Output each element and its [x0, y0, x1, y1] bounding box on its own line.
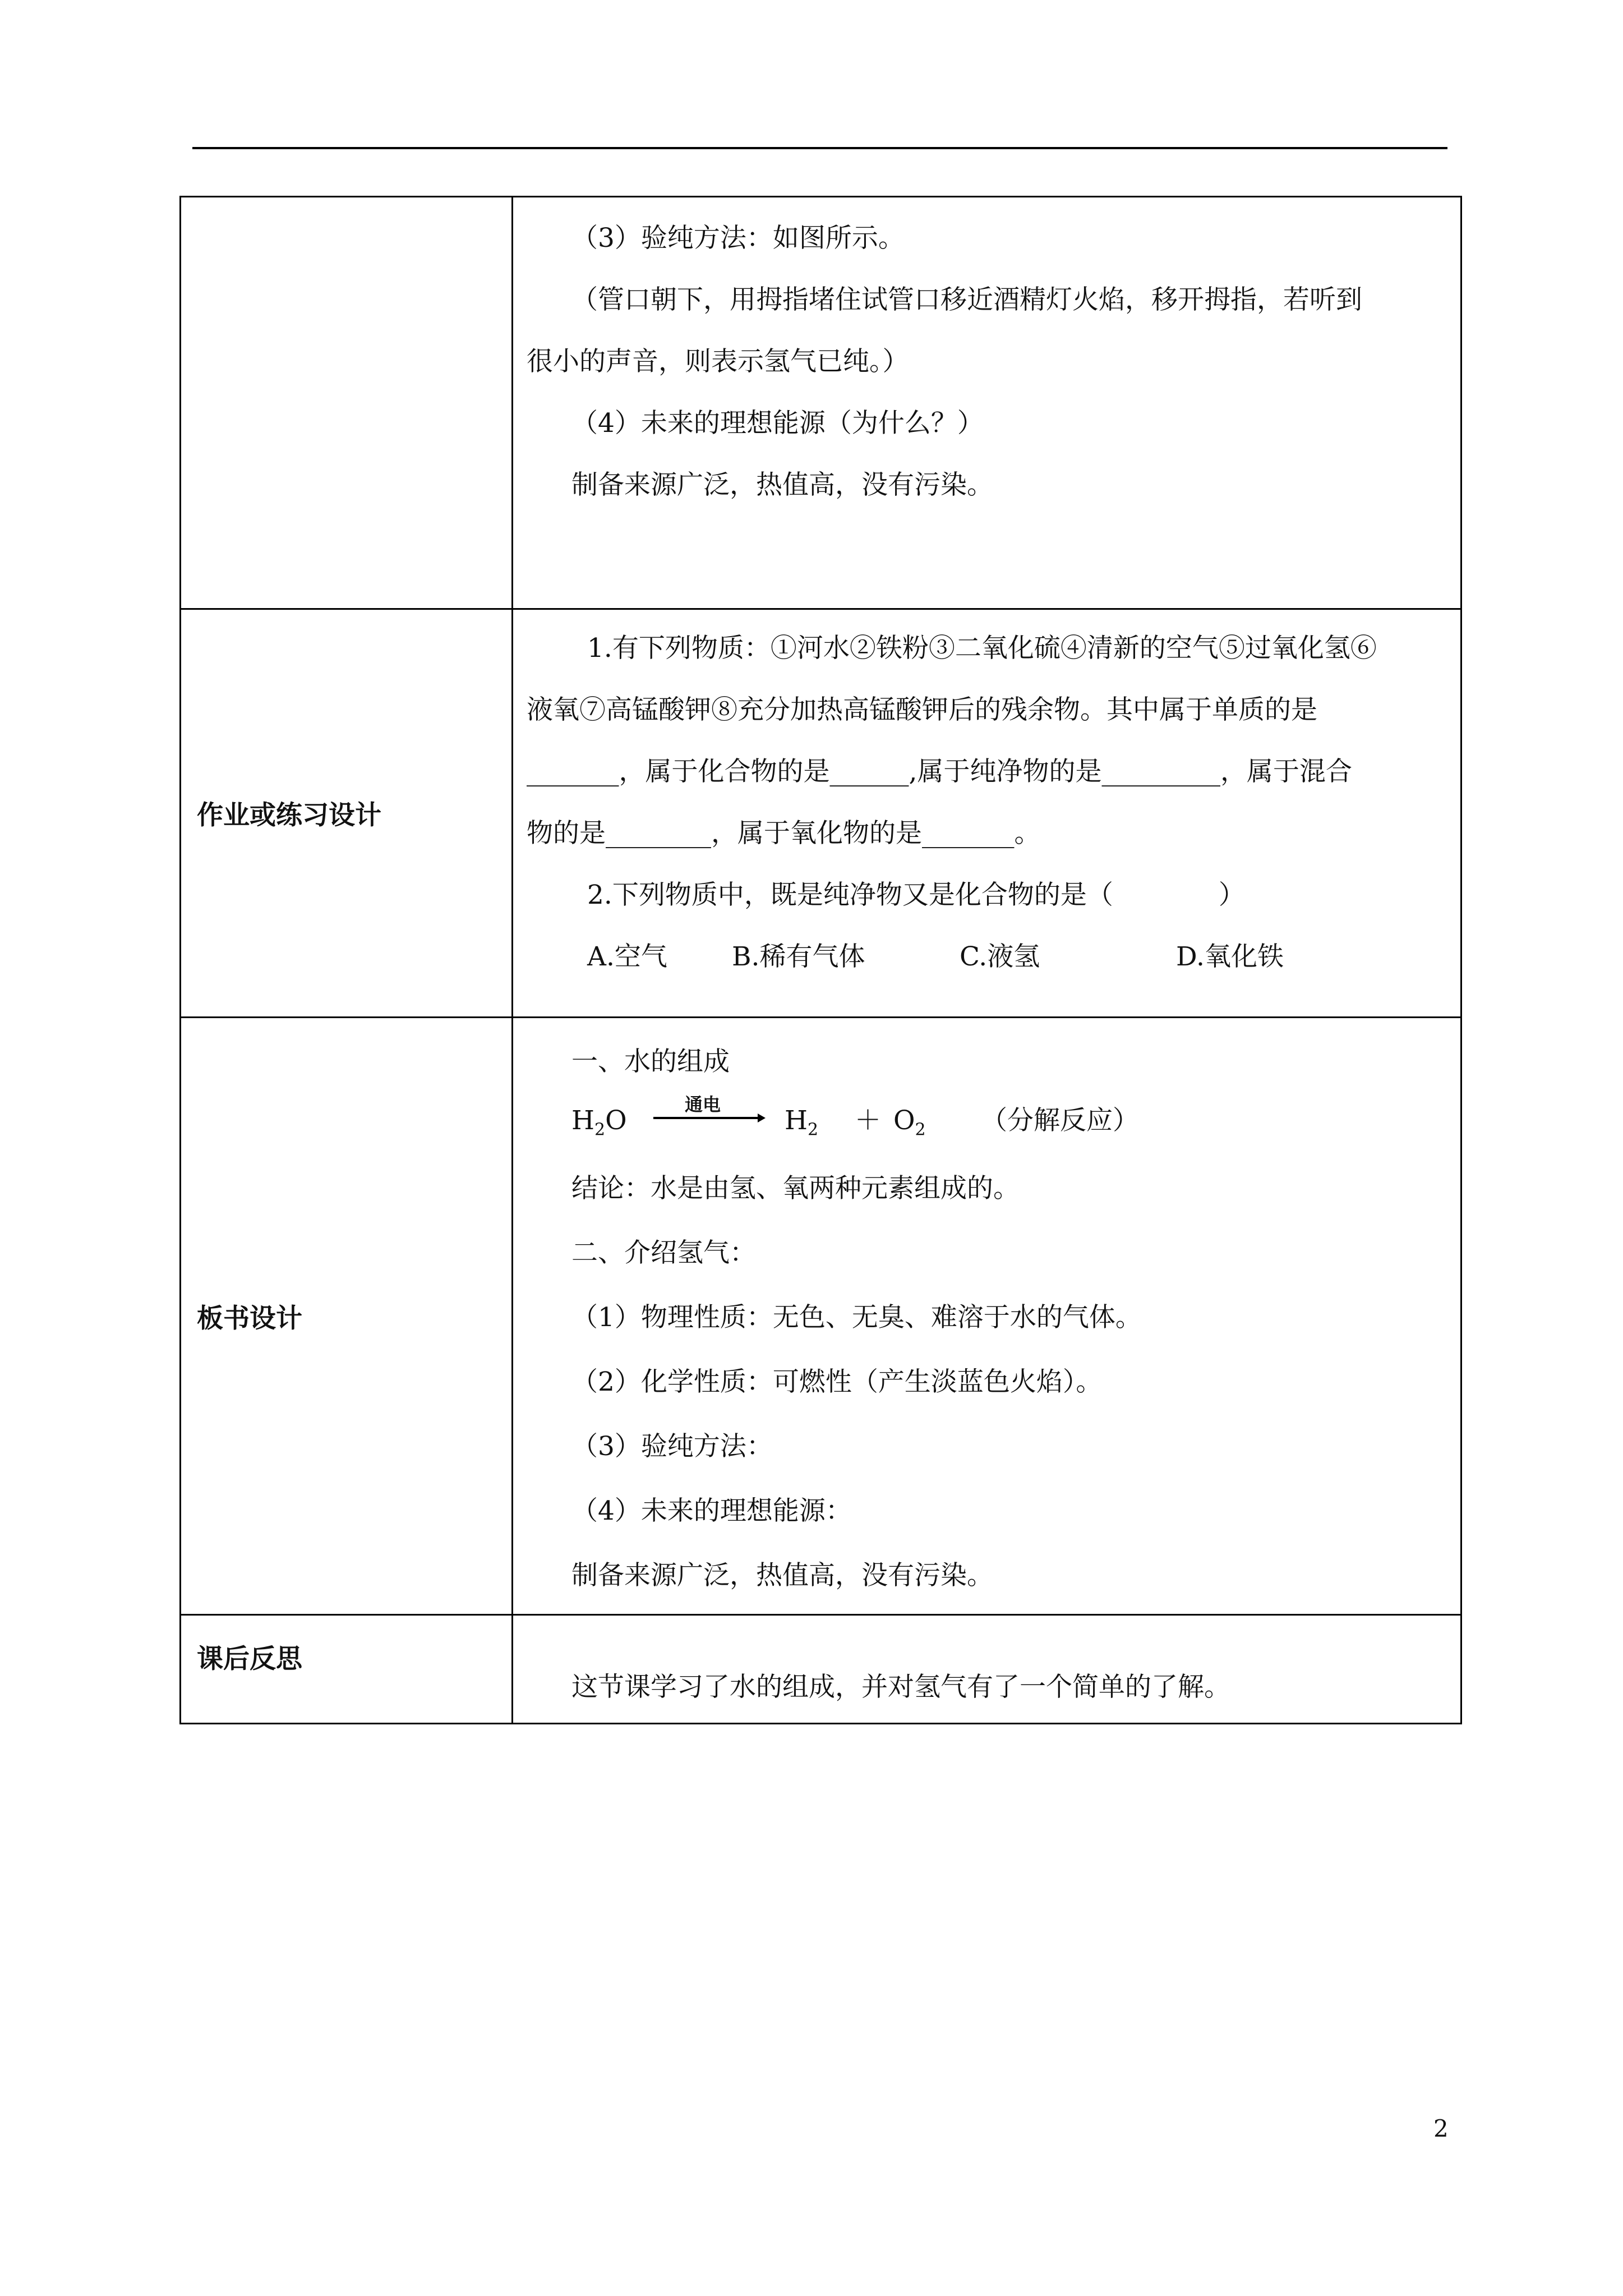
product-hydrogen: $H_2$ [785, 1105, 819, 1140]
choice-c: C.液氢 [960, 941, 1040, 972]
hydrogen-ideal-energy: （4）未来的理想能源： [571, 1496, 852, 1526]
table-row [181, 1018, 1461, 1615]
question1-line4: 物的是________，属于氧化物的是_______。 [527, 818, 1041, 849]
conclusion: 结论：水是由氢、氧两种元素组成的。 [571, 1173, 1020, 1204]
hydrogen-chemical-properties: （2）化学性质：可燃性（产生淡蓝色火焰）。 [571, 1366, 1103, 1397]
hydrogen-verify-method: （3）验纯方法： [571, 1431, 773, 1462]
ideal-energy-heading: （4）未来的理想能源（为什么？） [571, 408, 984, 439]
row3-content [513, 1018, 1461, 1615]
board-heading-water-composition: 一、水的组成 [571, 1046, 730, 1077]
row1-content [513, 197, 1461, 609]
board-heading-hydrogen: 二、介绍氢气： [571, 1237, 756, 1268]
plus-sign: ＋ [855, 1105, 881, 1136]
reactant-water: $H_2O$ [571, 1105, 627, 1140]
choice-a: A.空气 [587, 941, 667, 972]
verify-method-heading: （3）验纯方法：如图所示。 [571, 223, 905, 254]
question1-line3: _______，属于化合物的是______,属于纯净物的是_________，属于混合 [527, 756, 1352, 787]
question2-choices [527, 926, 1447, 988]
table-row [181, 197, 1461, 609]
question1-line2: 液氧⑦高锰酸钾⑧充分加热高锰酸钾后的残余物。其中属于单质的是 [527, 694, 1317, 725]
row-label-board-design: 板书设计 [181, 1018, 513, 1615]
choice-b: B.稀有气体 [732, 941, 865, 972]
reaction-type-note: （分解反应） [981, 1105, 1139, 1136]
row4-content [513, 1615, 1461, 1724]
verify-method-desc-line1: （管口朝下，用拇指堵住试管口移近酒精灯火焰，移开拇指，若听到 [571, 284, 1362, 315]
question1-line1: 1.有下列物质：①河水②铁粉③二氧化硫④清新的空气⑤过氧化氢⑥ [587, 633, 1377, 664]
lesson-plan-table [179, 196, 1462, 1724]
header-rule [192, 147, 1447, 149]
reaction-arrow [653, 1090, 766, 1152]
row-label-reflection: 课后反思 [181, 1615, 513, 1724]
hydrogen-energy-reason: 制备来源广泛，热值高，没有污染。 [571, 1560, 993, 1591]
row2-content [513, 609, 1461, 1018]
reaction-condition: 通电 [685, 1094, 721, 1115]
electrolysis-equation [527, 1090, 1447, 1156]
table-row [181, 609, 1461, 1018]
product-oxygen: $O_2$ [893, 1105, 926, 1140]
ideal-energy-reason: 制备来源广泛，热值高，没有污染。 [571, 470, 993, 500]
page-number: 2 [1433, 2115, 1449, 2142]
hydrogen-physical-properties: （1）物理性质：无色、无臭、难溶于水的气体。 [571, 1302, 1142, 1333]
reflection-text: 这节课学习了水的组成，并对氢气有了一个简单的了解。 [571, 1672, 1230, 1703]
row-label-homework: 作业或练习设计 [181, 609, 513, 1018]
choice-d: D.氧化铁 [1176, 941, 1284, 972]
row-label-empty [181, 197, 513, 609]
question2: 2.下列物质中，既是纯净物又是化合物的是（ ） [587, 880, 1245, 910]
verify-method-desc-line2: 很小的声音，则表示氢气已纯。） [527, 346, 909, 377]
table-row [181, 1615, 1461, 1724]
right-arrow-icon [653, 1112, 766, 1124]
